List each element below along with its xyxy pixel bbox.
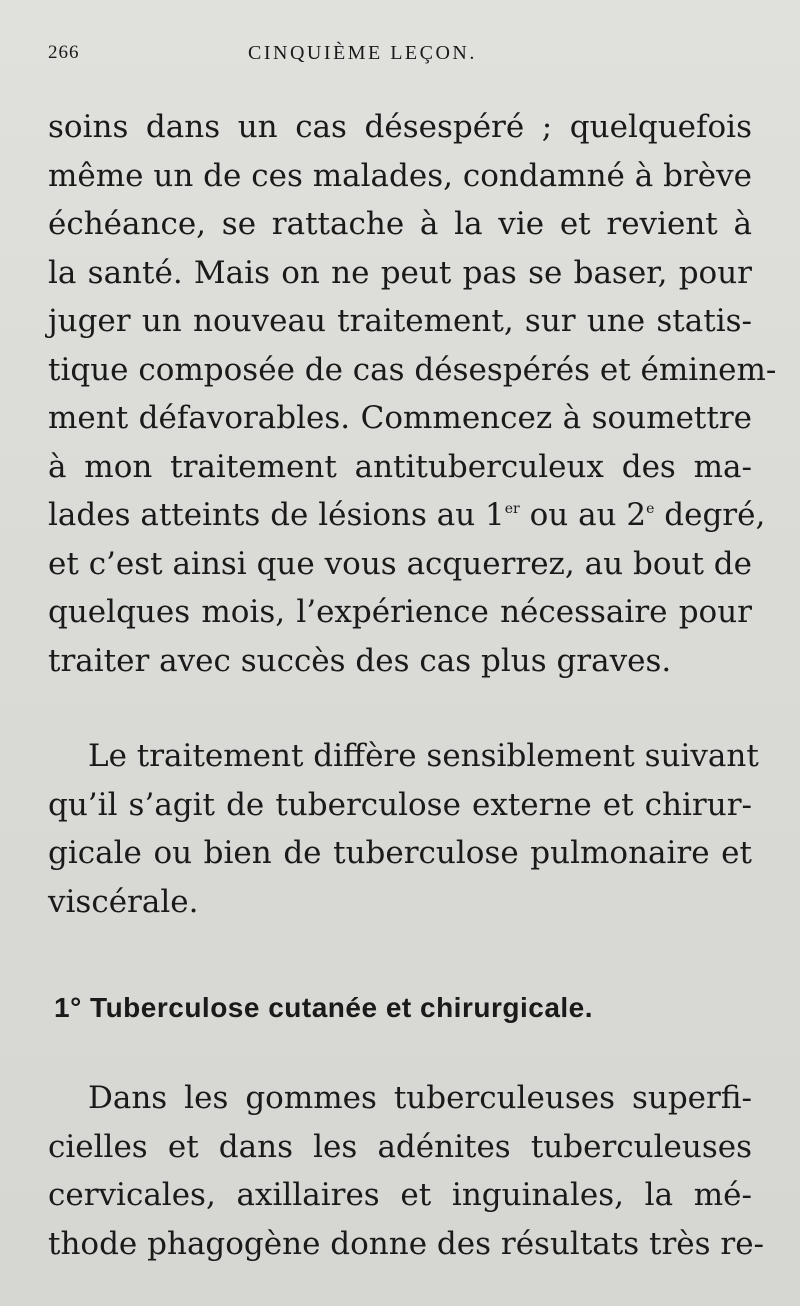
text-line: traiter avec succès des cas plus graves. <box>48 642 672 679</box>
text-line: soins dans un cas désespéré ; quelquefois <box>48 109 752 145</box>
text-line: juger un nouveau traitement, sur une statis- <box>48 303 752 339</box>
text-line: cielles et dans les adénites tuberculeuses <box>48 1128 752 1165</box>
text-run: lades atteints de lésions au 1 <box>48 497 505 533</box>
page-header <box>48 42 748 72</box>
text-line: qu’il s’agit de tuberculose externe et chirur- <box>48 786 752 823</box>
paragraph-3 <box>48 1074 765 1268</box>
text-line: échéance, se rattache à la vie et revient à <box>48 206 752 242</box>
ordinal-superscript: er <box>504 501 520 517</box>
page-number: 266 <box>48 42 80 63</box>
paragraph-2 <box>48 732 759 926</box>
section-heading: 1° Tuberculose cutanée et chirurgicale. <box>54 992 594 1023</box>
text-line: ment défavorables. Commencez à soumettre <box>48 400 752 436</box>
paragraph-1 <box>48 103 777 685</box>
text-line: la santé. Mais on ne peut pas se baser, pour <box>48 254 752 291</box>
text-line: cervicales, axillaires et inguinales, la mé- <box>48 1177 752 1213</box>
text-line: Dans les gommes tuberculeuses superfi- <box>88 1080 752 1116</box>
text-line: Le traitement diffère sensiblement suivant <box>88 738 759 774</box>
text-line: viscérale. <box>48 883 199 920</box>
text-line: tique composée de cas désespérés et éminem- <box>48 351 777 388</box>
text-line: thode phagogène donne des résultats très re- <box>48 1225 765 1262</box>
text-run: ou au 2 <box>519 497 647 533</box>
text-line <box>48 491 766 540</box>
text-line: à mon traitement antituberculeux des ma- <box>48 448 752 485</box>
text-line: quelques mois, l’expérience nécessaire pour <box>48 594 752 630</box>
text-run: degré, <box>654 497 766 533</box>
running-head: CINQUIÈME LEÇON. <box>248 42 477 64</box>
text-line: et c’est ainsi que vous acquerrez, au bout de <box>48 545 752 582</box>
ordinal-superscript: e <box>646 501 655 517</box>
text-line: même un de ces malades, condamné à brève <box>48 157 752 194</box>
text-line: gicale ou bien de tuberculose pulmonaire et <box>48 835 752 871</box>
